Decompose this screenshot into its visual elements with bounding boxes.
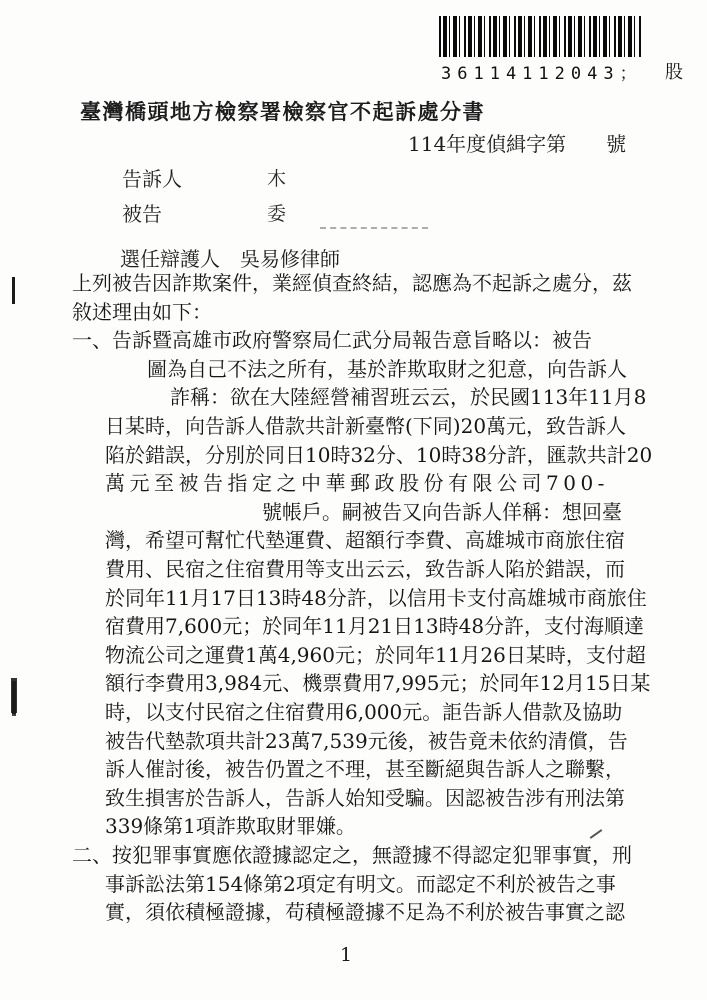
body-line: 一、告訴暨高雄市政府警察局仁武分局報告意旨略以：被告 (72, 328, 592, 352)
scan-artifact-line (12, 681, 16, 714)
defendant-label: 被告 (122, 202, 162, 226)
body-line: 陷於錯誤，分別於同日10時32分、10時38分許，匯款共計20 (105, 443, 653, 467)
body-line: 事訴訟法第154條第2項定有明文。而認定不利於被告之事 (105, 872, 616, 896)
defendant-row (122, 198, 287, 226)
body-line: 物流公司之運費1萬4,960元；於同年11月26日某時，支付超 (105, 643, 646, 667)
complainant-name-fragment: 木 (267, 168, 287, 190)
body-line: 被告代墊款項共計23萬7,539元後，被告竟未依約清償，告 (105, 729, 628, 753)
body-line: 日某時，向告訴人借款共計新臺幣(下同)20萬元，致告訴人 (105, 414, 627, 438)
case-number: 114年度偵緝字第 號 (408, 132, 627, 156)
body-line: 額行李費用3,984元、機票費用7,995元；於同年12月15日某 (105, 671, 651, 695)
scan-artifact-mark (590, 829, 603, 839)
barcode-assignment-label: 股 (665, 62, 683, 83)
body-line: 實，須依積極證據，苟積極證據不足為不利於被告事實之認 (105, 900, 625, 924)
body-line: 費用、民宿之住宿費用等支出云云，致告訴人陷於錯誤，而 (105, 557, 625, 581)
barcode-icon (439, 16, 641, 57)
barcode-block (437, 16, 699, 84)
body-line: 於同年11月17日13時48分許，以信用卡支付高雄城市商旅住 (105, 586, 647, 610)
body-line: 上列被告因詐欺案件，業經偵查終結，認應為不起訴之處分，茲 (72, 271, 632, 295)
complainant-label: 告訴人 (122, 167, 182, 191)
body-line: 詐稱：欲在大陸經營補習班云云，於民國113年11月8 (170, 385, 647, 409)
body-line: 圖為自己不法之所有，基於詐欺取財之犯意，向告訴人 (147, 357, 627, 381)
body-line: 號帳戶。嗣被告又向告訴人佯稱：想回臺 (262, 500, 622, 524)
body-line: 萬元至被告指定之中華郵政股份有限公司700- (105, 471, 609, 495)
body-line: 宿費用7,600元；於同年11月21日13時48分許，支付海順達 (105, 614, 645, 638)
page-number: 1 (340, 944, 353, 966)
barcode-number: 36114112043； (441, 64, 643, 84)
body-line: 時，以支付民宿之住宿費用6,000元。詎告訴人借款及協助 (105, 700, 623, 724)
complainant-row (122, 163, 287, 191)
body-line: 339條第1項詐欺取財罪嫌。 (105, 814, 356, 838)
document-title: 臺灣橋頭地方檢察署檢察官不起訴處分書 (80, 99, 485, 124)
body-line: 二、按犯罪事實應依證據認定之，無證據不得認定犯罪事實，刑 (72, 843, 632, 867)
defendant-name-fragment: 委 (267, 203, 287, 225)
scan-artifact-line (12, 277, 15, 304)
body-line: 敘述理由如下： (72, 300, 212, 324)
defense-counsel-line: 選任辯護人 吳易修律師 (120, 247, 340, 271)
redaction-smudge-artifact (320, 227, 428, 229)
body-line: 訴人催討後，被告仍置之不理，甚至斷絕與告訴人之聯繫， (105, 757, 625, 781)
body-line: 灣，希望可幫忙代墊運費、超額行李費、高雄城市商旅住宿 (105, 528, 625, 552)
body-line: 致生損害於告訴人，告訴人始知受騙。因認被告涉有刑法第 (105, 786, 625, 810)
